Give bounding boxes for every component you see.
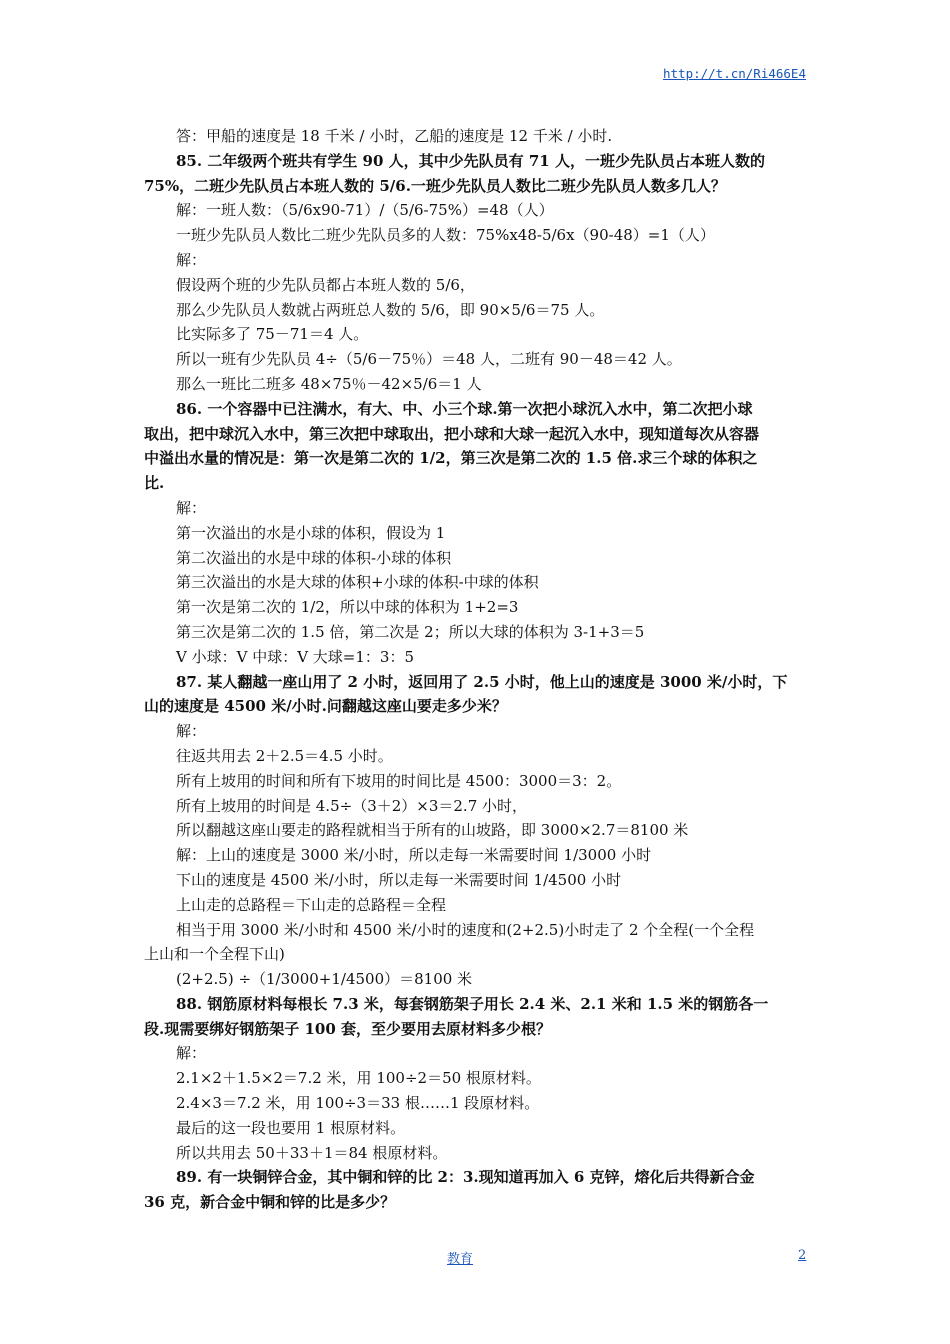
text-line: 答：甲船的速度是 18 千米 / 小时，乙船的速度是 12 千米 / 小时. (176, 127, 613, 145)
question-line: 段.现需要绑好钢筋架子 100 套，至少要用去原材料多少根？ (144, 1019, 551, 1038)
question-line: 比. (144, 474, 165, 493)
text-line: 下山的速度是 4500 米/小时，所以走每一米需要时间 1/4500 小时 (176, 870, 622, 889)
question-line: 85. 二年级两个班共有学生 90 人，其中少先队员有 71 人，一班少先队员占本班人数的 (176, 151, 765, 170)
text-line: 2.4×3＝7.2 米，用 100÷3＝33 根……1 段原材料。 (176, 1094, 540, 1113)
text-line: 所以翻越这座山要走的路程就相当于所有的山坡路，即 3000×2.7＝8100 米 (176, 821, 689, 840)
document-body (144, 124, 808, 1215)
question-line: 75%，二班少先队员占本班人数的 5/6.一班少先队员人数比二班少先队员人数多几人？ (144, 176, 726, 195)
text-line: 解：一班人数：（5/6x90-71）/（5/6-75%）=48（人） (176, 201, 554, 220)
text-line: 第二次溢出的水是中球的体积-小球的体积 (176, 548, 452, 567)
text-line: 那么一班比二班多 48×75％－42×5/6＝1 人 (176, 374, 482, 393)
text-line: 比实际多了 75－71＝4 人。 (176, 325, 369, 344)
text-line: 假设两个班的少先队员都占本班人数的 5/6， (176, 275, 475, 294)
text-line: 解： (176, 1044, 207, 1063)
text-line: 所有上坡用的时间和所有下坡用的时间比是 4500：3000＝3：2。 (176, 771, 622, 790)
page-number: 2 (798, 1248, 807, 1263)
text-line: 所有上坡用的时间是 4.5÷（3＋2）×3＝2.7 小时， (176, 796, 528, 815)
text-line: 第三次溢出的水是大球的体积+小球的体积-中球的体积 (176, 573, 539, 592)
question-line: 86. 一个容器中已注满水，有大、中、小三个球.第一次把小球沉入水中，第二次把小球 (176, 399, 753, 418)
text-line: 解： (176, 250, 207, 269)
text-line: 所以一班有少先队员 4÷（5/6－75％）＝48 人，二班有 90－48＝42 人。 (176, 350, 682, 369)
header-link[interactable]: http://t.cn/Ri466E4 (663, 66, 806, 81)
text-line: V 小球：V 中球：V 大球=1：3：5 (176, 647, 415, 666)
text-line: 解： (176, 722, 207, 741)
text-line: 一班少先队员人数比二班少先队员多的人数：75%x48-5/6x（90-48）=1（人） (176, 226, 715, 245)
text-line: 那么少先队员人数就占两班总人数的 5/6，即 90×5/6＝75 人。 (176, 300, 605, 319)
text-line: 解： (176, 498, 207, 517)
text-line: 第一次是第二次的 1/2，所以中球的体积为 1+2=3 (176, 598, 519, 617)
text-line: 解：上山的速度是 3000 米/小时，所以走每一米需要时间 1/3000 小时 (176, 846, 652, 865)
text-line: 第三次是第二次的 1.5 倍，第二次是 2；所以大球的体积为 3-1+3＝5 (176, 622, 645, 641)
question-line: 取出，把中球沉入水中，第三次把中球取出，把小球和大球一起沉入水中，现知道每次从容器 (144, 424, 760, 443)
text-line: (2+2.5) ÷（1/3000+1/4500）＝8100 米 (176, 970, 473, 989)
text-line: 2.1×2＋1.5×2＝7.2 米，用 100÷2＝50 根原材料。 (176, 1069, 541, 1088)
footer-label[interactable]: 教育 (447, 1252, 474, 1267)
text-line: 第一次溢出的水是小球的体积，假设为 1 (176, 523, 446, 542)
question-line: 89. 有一块铜锌合金，其中铜和锌的比 2：3.现知道再加入 6 克锌，熔化后共得新合金 (176, 1168, 755, 1187)
text-line: 相当于用 3000 米/小时和 4500 米/小时的速度和(2+2.5)小时走了 2 个全程(一个全程 (176, 920, 755, 939)
question-line: 山的速度是 4500 米/小时.问翻越这座山要走多少米？ (144, 697, 507, 716)
text-line: 最后的这一段也要用 1 根原材料。 (176, 1118, 406, 1137)
text-line: 上山走的总路程＝下山走的总路程＝全程 (176, 895, 447, 914)
question-line: 中溢出水量的情况是：第一次是第二次的 1/2，第三次是第二次的 1.5 倍.求三个球的体积之 (144, 449, 758, 468)
text-line: 上山和一个全程下山) (144, 945, 285, 964)
question-line: 36 克，新合金中铜和锌的比是多少？ (144, 1193, 396, 1212)
text-line: 往返共用去 2＋2.5＝4.5 小时。 (176, 746, 393, 765)
question-line: 88. 钢筋原材料每根长 7.3 米，每套钢筋架子用长 2.4 米、2.1 米和 1.5 米的钢筋各一 (176, 994, 769, 1013)
question-line: 87. 某人翻越一座山用了 2 小时，返回用了 2.5 小时，他上山的速度是 3000 米/小时，下 (176, 672, 788, 691)
text-line: 所以共用去 50＋33＋1＝84 根原材料。 (176, 1143, 448, 1162)
